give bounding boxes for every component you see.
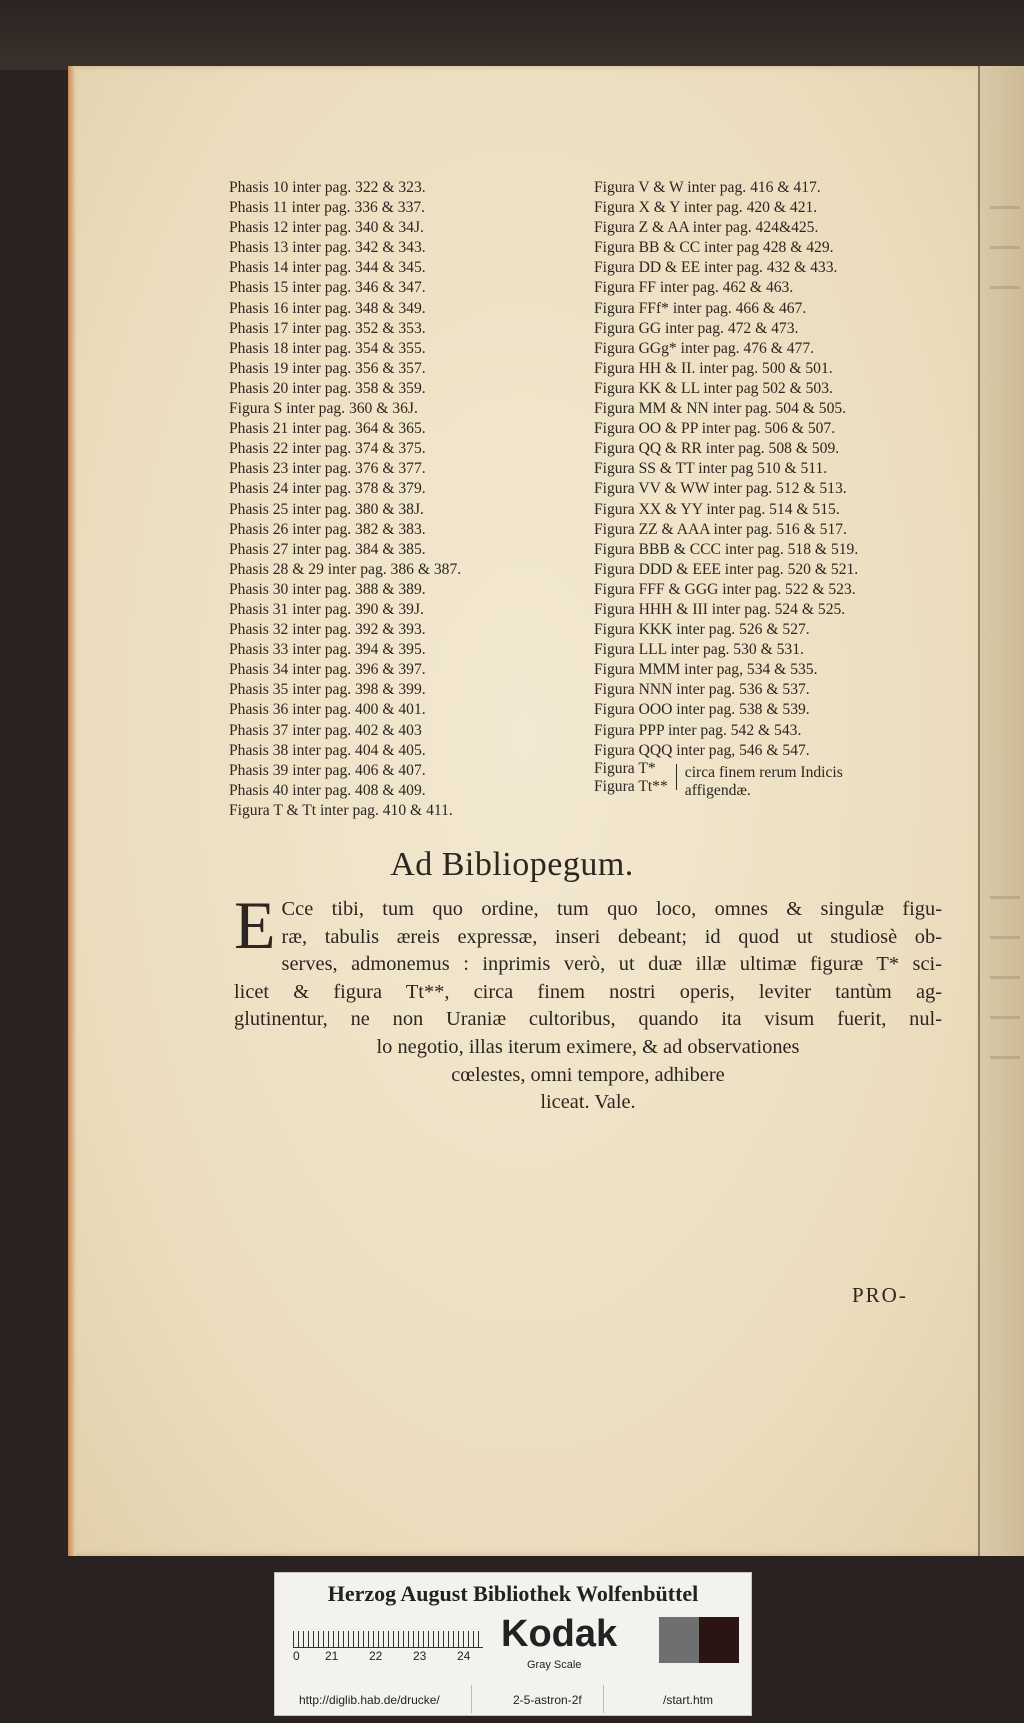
plate-entry: Figura XX & YY inter pag. 514 & 515. — [594, 500, 840, 518]
plate-entry: Figura SS & TT inter pag 510 & 511. — [594, 460, 828, 478]
plate-entry: Figura MMM inter pag, 534 & 535. — [594, 661, 818, 679]
legend-line-1: Figura T* — [594, 760, 656, 777]
plate-entry: Figura KK & LL inter pag 502 & 503. — [594, 379, 833, 397]
plate-entry: Figura HHH & III inter pag. 524 & 525. — [594, 600, 846, 618]
plate-entry: Phasis 37 inter pag. 402 & 403 — [229, 721, 422, 739]
footer-links — [275, 1685, 751, 1713]
legend-line-2: Figura Tt** — [594, 778, 668, 795]
plate-entry: Phasis 18 inter pag. 354 & 355. — [229, 339, 426, 357]
plate-entry: Figura ZZ & AAA inter pag. 516 & 517. — [594, 520, 847, 538]
plate-entry: Figura DDD & EEE inter pag. 520 & 521. — [594, 560, 859, 578]
plate-entry: Phasis 17 inter pag. 352 & 353. — [229, 319, 426, 337]
plate-entry: Phasis 19 inter pag. 356 & 357. — [229, 359, 426, 377]
plate-entry: Figura Z & AA inter pag. 424&425. — [594, 219, 819, 237]
gray-swatch — [659, 1617, 699, 1663]
plate-entry: Figura GG inter pag. 472 & 473. — [594, 319, 799, 337]
plate-entry: Figura PPP inter pag. 542 & 543. — [594, 721, 802, 739]
paragraph-line: licet & figura Tt**, circa finem nostri operis, leviter tantùm ag- — [234, 980, 942, 1003]
paragraph-line: liceat. Vale. — [540, 1091, 636, 1114]
paragraph-line: Cce tibi, tum quo ordine, tum quo loco, omnes & singulæ figu- — [281, 898, 942, 920]
grayscale-label: Gray Scale — [527, 1659, 582, 1671]
plate-entry: Figura BB & CC inter pag 428 & 429. — [594, 239, 834, 257]
plate-entry: Phasis 31 inter pag. 390 & 39J. — [229, 600, 424, 618]
plate-entry: Phasis 12 inter pag. 340 & 34J. — [229, 219, 424, 237]
paragraph-line: serves, admonemus : inprimis verò, ut duæ illæ ultimæ figuræ T* sci- — [281, 953, 942, 976]
dark-swatch — [699, 1617, 739, 1663]
plate-entry: Figura T & Tt inter pag. 410 & 411. — [229, 801, 453, 819]
plate-entry: Phasis 24 inter pag. 378 & 379. — [229, 480, 426, 498]
plate-entry: Phasis 11 inter pag. 336 & 337. — [229, 199, 426, 217]
plate-entry: Figura S inter pag. 360 & 36J. — [229, 400, 418, 418]
start-link[interactable]: /start.htm — [663, 1693, 714, 1707]
plate-index-right-column — [594, 178, 858, 761]
plate-entry: Figura VV & WW inter pag. 512 & 513. — [594, 480, 847, 498]
ruler-number: 21 — [325, 1649, 339, 1663]
plate-entry: Figura QQ & RR inter pag. 508 & 509. — [594, 440, 840, 458]
plate-entry: Figura MM & NN inter pag. 504 & 505. — [594, 400, 847, 418]
library-name: Herzog August Bibliothek Wolfenbüttel — [327, 1581, 699, 1606]
plate-entry: Phasis 16 inter pag. 348 & 349. — [229, 299, 426, 317]
plate-entry: Phasis 26 inter pag. 382 & 383. — [229, 520, 426, 538]
plate-entry: Figura V & W inter pag. 416 & 417. — [594, 179, 821, 196]
legend-note: circa finem rerum Indicis affigendæ. — [684, 764, 843, 799]
catchword: PRO- — [852, 1283, 908, 1307]
url-link[interactable]: http://diglib.hab.de/drucke/ — [299, 1693, 440, 1707]
plate-entry: Phasis 32 inter pag. 392 & 393. — [229, 621, 426, 639]
plate-entry: Phasis 14 inter pag. 344 & 345. — [229, 259, 426, 277]
plate-entry: Figura KKK inter pag. 526 & 527. — [594, 621, 810, 639]
plate-entry: Phasis 39 inter pag. 406 & 407. — [229, 761, 426, 779]
plate-entry: Figura FFF & GGG inter pag. 522 & 523. — [594, 580, 856, 598]
plate-entry: Phasis 15 inter pag. 346 & 347. — [229, 279, 426, 297]
scale-ruler — [293, 1617, 483, 1648]
plate-entry: Phasis 21 inter pag. 364 & 365. — [229, 420, 426, 438]
plate-entry: Figura NNN inter pag. 536 & 537. — [594, 681, 810, 699]
ruler-number: 22 — [369, 1649, 383, 1663]
plate-entry: Phasis 40 inter pag. 408 & 409. — [229, 781, 426, 799]
paragraph-line: ræ, tabulis æreis expressæ, inseri debeant; id quod ut studiosè ob- — [281, 925, 942, 948]
next-page-strip — [978, 66, 1024, 1556]
legend-brace — [676, 764, 681, 790]
plate-entry: Figura FFf* inter pag. 466 & 467. — [594, 299, 807, 317]
plate-entry: Phasis 34 inter pag. 396 & 397. — [229, 661, 426, 679]
scan-background — [0, 0, 1024, 70]
paragraph-line: glutinentur, ne non Uraniæ cultoribus, quando ita visum fuerit, nul- — [234, 1008, 942, 1031]
paragraph-line: lo negotio, illas iterum eximere, & ad observationes — [376, 1035, 800, 1058]
plate-entry: Phasis 27 inter pag. 384 & 385. — [229, 540, 426, 558]
digitization-footer — [274, 1572, 752, 1716]
ruler-number: 0 — [293, 1649, 300, 1663]
plate-index-left-column — [229, 178, 461, 821]
plate-entry: Phasis 25 inter pag. 380 & 38J. — [229, 500, 424, 518]
plate-entry: Phasis 38 inter pag. 404 & 405. — [229, 741, 426, 759]
ruler-number: 23 — [413, 1649, 427, 1663]
plate-entry: Phasis 28 & 29 inter pag. 386 & 387. — [229, 560, 462, 578]
plate-entry: Phasis 23 inter pag. 376 & 377. — [229, 460, 426, 478]
section-heading: Ad Bibliopegum. — [390, 846, 634, 883]
plate-entry: Phasis 35 inter pag. 398 & 399. — [229, 681, 426, 699]
plate-entry: Phasis 10 inter pag. 322 & 323. — [229, 179, 426, 196]
plate-entry: Phasis 33 inter pag. 394 & 395. — [229, 641, 426, 659]
plate-entry: Figura HH & II. inter pag. 500 & 501. — [594, 359, 833, 377]
shelfmark: 2-5-astron-2f — [513, 1693, 582, 1707]
plate-legend — [594, 760, 885, 800]
page-edge — [68, 66, 76, 1556]
plate-entry: Figura GGg* inter pag. 476 & 477. — [594, 339, 815, 357]
paragraph-line: cœlestes, omni tempore, adhibere — [451, 1063, 725, 1086]
ruler-number: 24 — [457, 1649, 471, 1663]
plate-entry: Phasis 13 inter pag. 342 & 343. — [229, 239, 426, 257]
plate-entry: Figura X & Y inter pag. 420 & 421. — [594, 199, 818, 217]
plate-entry: Phasis 20 inter pag. 358 & 359. — [229, 379, 426, 397]
plate-entry: Figura DD & EE inter pag. 432 & 433. — [594, 259, 838, 277]
drop-cap: E — [234, 887, 276, 963]
plate-entry: Figura QQQ inter pag, 546 & 547. — [594, 741, 810, 759]
plate-entry: Figura FF inter pag. 462 & 463. — [594, 279, 794, 297]
plate-entry: Phasis 30 inter pag. 388 & 389. — [229, 580, 426, 598]
kodak-logo: Kodak — [501, 1613, 618, 1655]
plate-entry: Figura OO & PP inter pag. 506 & 507. — [594, 420, 836, 438]
bookbinder-note — [234, 887, 942, 1117]
plate-entry: Figura OOO inter pag. 538 & 539. — [594, 701, 810, 719]
plate-entry: Figura LLL inter pag. 530 & 531. — [594, 641, 804, 659]
plate-entry: Figura BBB & CCC inter pag. 518 & 519. — [594, 540, 859, 558]
plate-entry: Phasis 36 inter pag. 400 & 401. — [229, 701, 426, 719]
plate-entry: Phasis 22 inter pag. 374 & 375. — [229, 440, 426, 458]
